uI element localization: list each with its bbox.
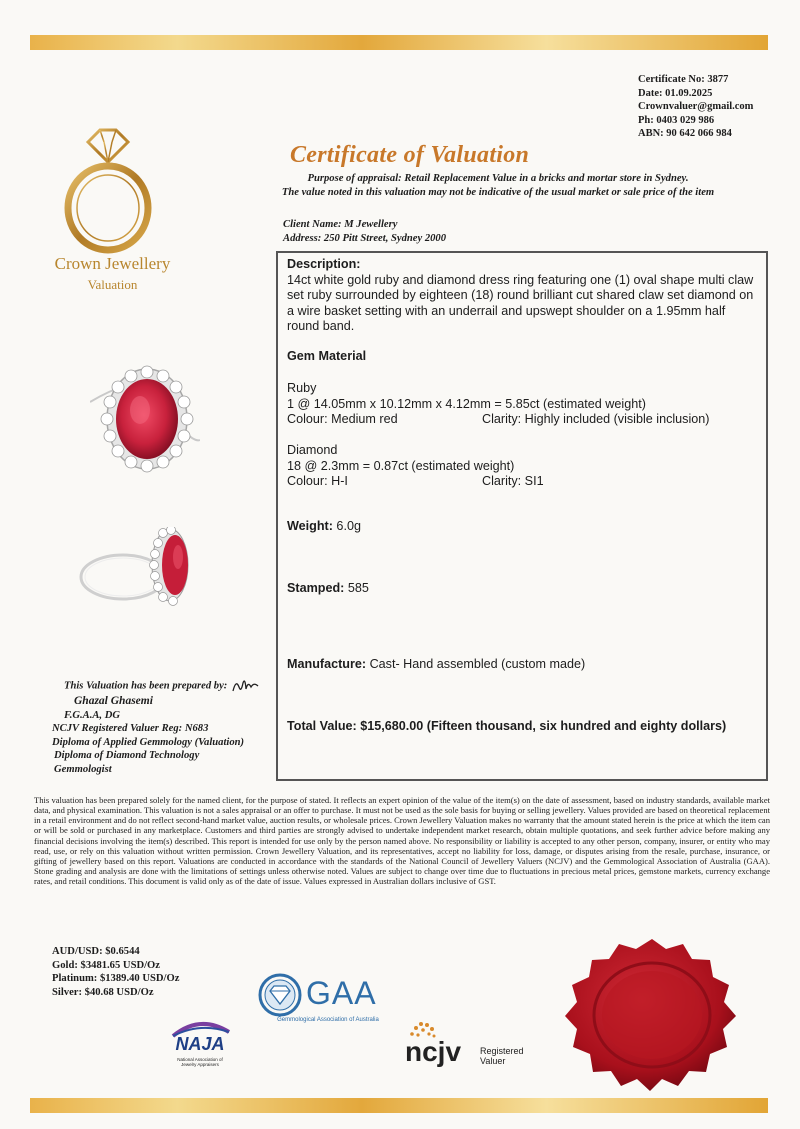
valuer-diploma-1: Diploma of Applied Gemmology (Valuation) — [52, 736, 245, 748]
purpose-statement — [238, 172, 758, 200]
ruby-name: Ruby — [287, 381, 317, 395]
diamond-clarity: Clarity: SI1 — [482, 474, 544, 489]
ncjv-text: ncjv — [405, 1036, 462, 1067]
rate-platinum: Platinum: $1389.40 USD/Oz — [52, 973, 180, 985]
certificate-abn: ABN: 90 642 066 984 — [638, 128, 732, 140]
rate-gold: Gold: $3481.65 USD/Oz — [52, 959, 161, 971]
crown-ring-logo-icon — [58, 120, 158, 255]
naja-text: NAJA — [175, 1034, 225, 1054]
signature-icon — [230, 677, 260, 695]
ncjv-registered: Registered — [480, 1046, 524, 1056]
diamond-colour: Colour: H-I — [287, 474, 348, 489]
gem-material-heading: Gem Material — [287, 349, 367, 363]
weight-value: 6.0g — [332, 519, 361, 533]
disclaimer-text: This valuation has been prepared solely for the named client, for the purpose of stated. It reflects an expert opinion of the value of the item(s) on the date of assessment, based on industry standards, available market data, and physical examination. This valuation is not a sales appraisal or an offer to purchase. It must not be used as the sole basis for buying or selling jewellery. Values provided are based on theoretical replacement in a retail environment and do not reflect second-hand market value, auction results, or wholesale prices. Crown Jewellery Valuation makes no warranty that the amount stated herein is the price at which the item can or will be sold or purchased in any marketplace. Customers and third parties are strongly advised to undertake independent market research, obtain multiple quotations, and seek further advice before making any financial decisions involving the item(s) described. This report is intended for use only by the person named above. No responsibility or liability is accepted to any other person, company, insurer, or entity who may read, use, or rely on this valuation without written permission. Crown Jewellery Valuation, and its representatives, accept no liability for loss, damage, or disputes arising from the resale, purchase, insurance, or gifting of jewellery based on this report. Valuations are conducted in accordance with the standards of the National Council of Jewellery Valuers (NCJV) and the Gemmological Association of Australia (GAA). Stone grading and analysis are done with the limitations of settings unless otherwise noted. Values are subject to change over time due to fluctuations in precious metal prices, gemstone markets, currency exchange rates, and retail conditions. This document is valid only as of the date of issue. Values expressed in Australian dollars inclusive of GST. — [34, 795, 770, 887]
certificate-info — [638, 73, 753, 141]
gaa-subtitle: Gemmological Association of Australia — [277, 1017, 379, 1023]
bottom-gold-bar — [30, 1098, 768, 1113]
ring-side-view-image — [78, 527, 196, 609]
naja-subtitle-2: Jewelry Appraisers — [181, 1062, 219, 1067]
prepared-by-block — [52, 677, 260, 777]
naja-subtitle-1: National Association of — [177, 1057, 223, 1062]
brand-name: Crown Jewellery — [54, 254, 171, 273]
diamond-detail: 18 @ 2.3mm = 0.87ct (estimated weight) — [287, 458, 515, 473]
total-value-label: Total Value: — [287, 719, 357, 733]
gaa-text: GAA — [306, 975, 377, 1011]
brand-subtitle: Valuation — [87, 277, 138, 292]
gaa-gem-icon — [258, 973, 302, 1017]
metal-rates — [52, 945, 179, 999]
total-value-amount: $15,680.00 (Fifteen thousand, six hundred and eighty dollars) — [356, 719, 727, 733]
gaa-logo — [258, 973, 398, 1025]
stamped-label: Stamped: — [287, 581, 345, 595]
ncjv-logo — [405, 1020, 545, 1070]
top-gold-bar — [30, 35, 768, 50]
purpose-line: Purpose of appraisal: Retail Replacement Value in a bricks and mortar store in Sydney. — [307, 173, 689, 184]
wax-seal-icon — [562, 935, 742, 1095]
ruby-colour: Colour: Medium red — [287, 412, 398, 427]
ruby-clarity: Clarity: Highly included (visible inclusion) — [482, 412, 710, 427]
client-address: Address: 250 Pitt Street, Sydney 2000 — [283, 233, 447, 244]
stamped-field — [287, 581, 369, 597]
valuer-diploma-2: Diploma of Diamond Technology — [54, 750, 200, 762]
manufacture-value: Cast- Hand assembled (custom made) — [366, 657, 586, 671]
page-title: Certificate of Valuation — [290, 142, 530, 168]
description-text: 14ct white gold ruby and diamond dress ring featuring one (1) oval shape multi claw set ruby surrounded by eighteen (18) round brilliant cut shared claw set diamond on a wire basket setting with an underrail and upswept shoulder on a 1.95mm half round band. — [287, 272, 754, 334]
certificate-number: Certificate No: 3877 — [638, 74, 729, 85]
naja-logo — [165, 1018, 235, 1076]
description-heading: Description: — [287, 257, 361, 271]
valuer-qualifications: F.G.A.A, DG — [64, 709, 121, 721]
ncjv-valuer: Valuer — [480, 1056, 506, 1066]
client-name: Client Name: M Jewellery — [283, 219, 398, 230]
purpose-line: The value noted in this valuation may not be indicative of the usual market or sale price of the item — [281, 187, 715, 198]
certificate-phone: Ph: 0403 029 986 — [638, 114, 715, 126]
rate-silver: Silver: $40.68 USD/Oz — [52, 986, 154, 998]
manufacture-label: Manufacture: — [287, 657, 367, 671]
stamped-value: 585 — [344, 581, 369, 595]
valuer-name: Ghazal Ghasemi — [74, 695, 153, 707]
weight-label: Weight: — [287, 519, 333, 533]
rate-aud-usd: AUD/USD: $0.6544 — [52, 946, 140, 957]
ring-top-view-image — [90, 362, 200, 477]
valuer-registration: NCJV Registered Valuer Reg: N683 — [52, 723, 209, 735]
description-box — [276, 251, 768, 781]
certificate-date: Date: 01.09.2025 — [638, 87, 713, 99]
manufacture-field — [287, 657, 585, 673]
prepared-by-label: This Valuation has been prepared by: — [64, 680, 228, 692]
client-details — [283, 218, 446, 246]
certificate-email: Crownvaluer@gmail.com — [638, 101, 754, 113]
diamond-name: Diamond — [287, 443, 338, 457]
valuer-role: Gemmologist — [54, 763, 112, 775]
ruby-detail: 1 @ 14.05mm x 10.12mm x 4.12mm = 5.85ct (estimated weight) — [287, 396, 646, 411]
weight-field — [287, 519, 361, 535]
total-value-field — [287, 719, 727, 735]
